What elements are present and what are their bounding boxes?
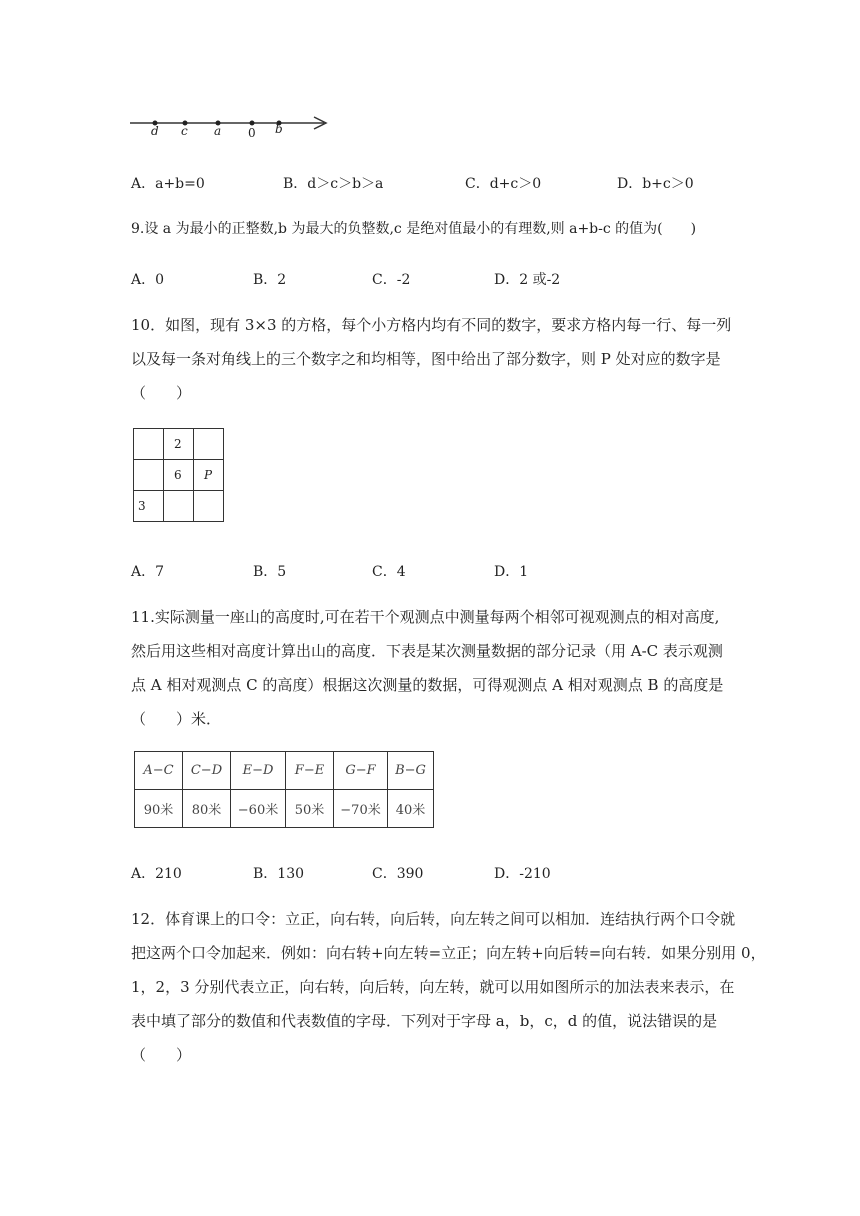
q12-line-1: 12．体育课上的口令：立正，向右转，向后转，向左转之间可以相加．连结执行两个口令就: [131, 910, 736, 928]
q11-option-c: C．390: [372, 866, 424, 882]
q11-line-3: 点 A 相对观测点 C 的高度）根据这次测量的数据，可得观测点 A 相对观测点 B 的高度是: [131, 676, 724, 694]
label-zero: 0: [248, 126, 256, 140]
magic-square-grid: [133, 428, 224, 522]
table-header: G−F: [334, 752, 388, 790]
q12-line-3: 1，2，3 分别代表立正，向右转，向后转，向左转，就可以用如图所示的加法表来表示，在: [131, 978, 735, 996]
number-line-svg: [128, 112, 338, 142]
number-line-figure: [128, 112, 338, 142]
table-cell: 40米: [388, 790, 434, 828]
q12-line-2: 把这两个口令加起来．例如：向右转+向左转=立正；向左转+向后转=向右转．如果分别用 0，: [131, 944, 766, 962]
grid-cell: [134, 460, 164, 491]
q10-option-d: D．1: [494, 564, 529, 580]
grid-cell: 2: [164, 429, 194, 460]
label-c: c: [181, 124, 188, 138]
q12-line-4: 表中填了部分的数值和代表数值的字母．下列对于字母 a，b，c，d 的值，说法错误的是: [131, 1012, 718, 1030]
q8-option-c: C．d+c＞0: [465, 176, 542, 192]
q9-option-c: C．-2: [372, 272, 411, 288]
q9-option-b: B．2: [253, 272, 287, 288]
grid-cell: [194, 429, 224, 460]
table-header: E−D: [231, 752, 286, 790]
table-header: C−D: [183, 752, 231, 790]
grid-cell: [134, 429, 164, 460]
q10-line-2: 以及每一条对角线上的三个数字之和均相等，图中给出了部分数字，则 P 处对应的数字是: [131, 350, 721, 368]
table-header: A−C: [135, 752, 183, 790]
q10-option-a: A．7: [131, 564, 165, 580]
q10-option-c: C．4: [372, 564, 406, 580]
q9-text: 9.设 a 为最小的正整数,b 为最大的负整数,c 是绝对值最小的有理数,则 a+b-c 的值为( ): [131, 221, 697, 237]
label-b: b: [275, 122, 283, 136]
q12-line-5: （ ）: [131, 1046, 192, 1064]
grid-cell: [164, 491, 194, 522]
grid-cell: [194, 491, 224, 522]
grid-cell: 3: [134, 491, 164, 522]
q8-option-a: A．a+b=0: [131, 176, 205, 192]
q9-option-d: D．2 或-2: [494, 272, 561, 288]
point-zero: [250, 121, 255, 126]
table-cell: −70米: [334, 790, 388, 828]
q8-option-d: D．b+c＞0: [617, 176, 694, 192]
q9-option-a: A．0: [131, 272, 165, 288]
table-header: F−E: [286, 752, 334, 790]
q11-option-a: A．210: [131, 866, 182, 882]
label-d: d: [151, 124, 159, 138]
measurement-table: [134, 751, 434, 828]
label-a: a: [214, 124, 222, 138]
q11-option-b: B．130: [253, 866, 305, 882]
table-cell: 80米: [183, 790, 231, 828]
grid-cell: 6: [164, 460, 194, 491]
q11-line-4: （ ）米．: [131, 710, 222, 728]
q10-line-1: 10．如图，现有 3×3 的方格，每个小方格内均有不同的数字，要求方格内每一行、每一列: [131, 316, 732, 334]
table-header: B−G: [388, 752, 434, 790]
grid-cell-p: P: [194, 460, 224, 491]
q11-option-d: D．-210: [494, 866, 551, 882]
q8-option-b: B．d＞c＞b＞a: [283, 176, 384, 192]
table-cell: −60米: [231, 790, 286, 828]
table-cell: 90米: [135, 790, 183, 828]
table-cell: 50米: [286, 790, 334, 828]
q11-line-2: 然后用这些相对高度计算出山的高度．下表是某次测量数据的部分记录（用 A-C 表示观测: [131, 642, 723, 660]
q10-line-3: （ ）: [131, 384, 192, 402]
q11-line-1: 11.实际测量一座山的高度时,可在若干个观测点中测量每两个相邻可视观测点的相对高度,: [131, 608, 720, 626]
q10-option-b: B．5: [253, 564, 287, 580]
